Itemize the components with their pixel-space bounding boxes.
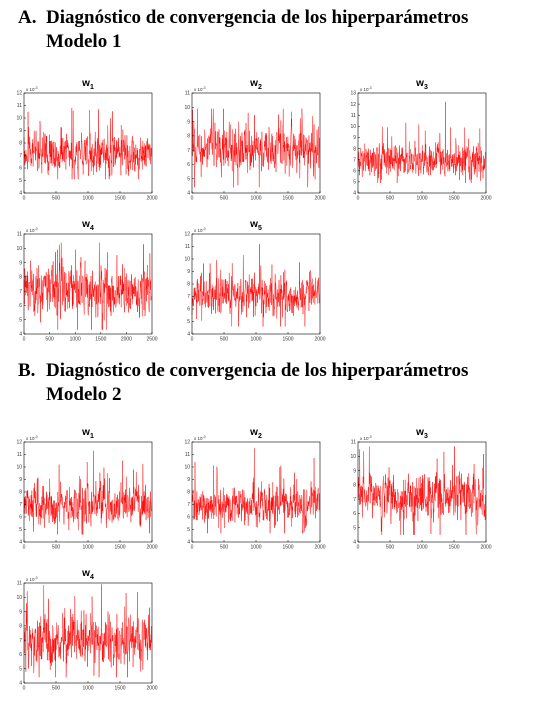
y-tick-label-b-w1: 7: [19, 502, 22, 509]
y-tick-label-a-w4: 5: [19, 317, 22, 324]
y-tick-label-a-w3: 7: [353, 157, 356, 164]
y-multiplier-b-w1: x $10^{-3}$: [26, 435, 38, 441]
y-tick-label-b-w3: 8: [353, 482, 356, 489]
x-tick-label-b-w3: 1000: [416, 544, 428, 551]
trace-plot-b-w4: [6, 564, 156, 694]
y-tick-label-a-w4: 10: [16, 245, 22, 252]
trace-plot-a-w1: [6, 74, 156, 204]
y-tick-label-a-w1: 4: [19, 190, 22, 197]
trace-line-b-w4: [24, 584, 151, 677]
x-tick-label-b-w4: 1500: [114, 685, 126, 692]
x-tick-label-b-w3: 1500: [448, 544, 460, 551]
trace-line-a-w3: [358, 102, 485, 183]
x-tick-label-b-w4: 2000: [146, 685, 158, 692]
y-tick-label-b-w2: 4: [187, 539, 190, 546]
chart-title-a-w1: $w_1$: [82, 78, 94, 91]
x-tick-label-a-w5: 500: [219, 336, 229, 343]
y-tick-label-a-w1: 8: [19, 140, 22, 147]
y-multiplier-a-w5: x $10^{-3}$: [194, 227, 206, 233]
y-tick-label-a-w2: 6: [187, 162, 190, 169]
trace-line-a-w1: [24, 108, 151, 179]
y-tick-label-a-w5: 10: [184, 256, 190, 263]
chart-title-b-w2: $w_2$: [250, 427, 262, 440]
trace-plot-b-w1: [6, 423, 156, 553]
plot-frame-a-w5: [192, 234, 320, 334]
x-tick-label-a-w1: 1500: [114, 195, 126, 202]
x-tick-label-a-w2: 1500: [282, 195, 294, 202]
y-tick-label-a-w5: 5: [187, 319, 190, 326]
y-tick-label-a-w5: 12: [184, 231, 190, 238]
y-tick-label-b-w4: 8: [19, 623, 22, 630]
y-tick-label-a-w1: 10: [16, 115, 22, 122]
trace-plot-b-w2: [174, 423, 324, 553]
trace-plot-a-w3: [340, 74, 490, 204]
y-tick-label-b-w4: 7: [19, 637, 22, 644]
section-b-heading: [18, 359, 468, 407]
y-tick-label-a-w3: 11: [350, 112, 356, 119]
y-tick-label-b-w3: 6: [353, 511, 356, 518]
y-tick-label-b-w1: 4: [19, 539, 22, 546]
x-tick-label-a-w4: 0: [22, 336, 26, 343]
y-tick-label-a-w4: 9: [19, 260, 22, 267]
section-a-letter: A.: [18, 7, 37, 28]
x-tick-label-a-w3: 1500: [448, 195, 460, 202]
x-tick-label-a-w4: 500: [45, 336, 54, 343]
y-tick-label-a-w4: 4: [19, 331, 22, 338]
y-tick-label-b-w3: 4: [353, 539, 356, 546]
y-tick-label-a-w3: 6: [353, 168, 356, 175]
y-tick-label-b-w1: 5: [19, 527, 22, 534]
trace-plot-a-w2: [174, 74, 324, 204]
x-tick-label-b-w3: 500: [385, 544, 395, 551]
y-tick-label-b-w2: 8: [187, 489, 190, 496]
trace-line-a-w4: [24, 243, 151, 330]
y-tick-label-a-w1: 11: [16, 103, 22, 110]
x-tick-label-b-w1: 2000: [146, 544, 158, 551]
y-tick-label-b-w1: 8: [19, 489, 22, 496]
trace-chart-a-w5: [174, 215, 324, 345]
plot-frame-a-w1: [24, 93, 152, 193]
x-tick-label-b-w4: 1000: [82, 685, 94, 692]
x-tick-label-b-w1: 0: [22, 544, 26, 551]
chart-title-b-w3: $w_3$: [416, 427, 428, 440]
chart-title-a-w4: $w_4$: [82, 219, 94, 232]
y-tick-label-b-w2: 7: [187, 502, 190, 509]
trace-chart-a-w4: [6, 215, 156, 345]
trace-line-b-w1: [24, 451, 151, 535]
y-tick-label-a-w1: 12: [16, 90, 22, 97]
chart-title-b-w4: $w_4$: [82, 568, 94, 581]
plot-frame-a-w3: [358, 93, 486, 193]
trace-plot-b-w3: [340, 423, 490, 553]
section-a-model: Modelo 1: [46, 31, 122, 52]
y-tick-label-a-w5: 7: [187, 294, 190, 301]
trace-chart-b-w3: [340, 423, 490, 553]
y-tick-label-b-w2: 5: [187, 527, 190, 534]
y-tick-label-a-w2: 7: [187, 147, 190, 154]
y-tick-label-b-w4: 5: [19, 666, 22, 673]
y-tick-label-b-w4: 9: [19, 609, 22, 616]
trace-plot-a-w5: [174, 215, 324, 345]
y-tick-label-a-w3: 8: [353, 146, 356, 153]
trace-chart-b-w4: [6, 564, 156, 694]
trace-chart-a-w2: [174, 74, 324, 204]
x-tick-label-b-w2: 0: [190, 544, 194, 551]
chart-title-b-w1: $w_1$: [82, 427, 94, 440]
x-tick-label-a-w3: 500: [385, 195, 395, 202]
chart-title-a-w5: $w_5$: [250, 219, 262, 232]
x-tick-label-b-w3: 0: [356, 544, 360, 551]
trace-chart-a-w1: [6, 74, 156, 204]
y-tick-label-a-w2: 9: [187, 119, 190, 126]
y-tick-label-a-w1: 7: [19, 153, 22, 160]
section-b-title: Diagnóstico de convergencia de los hiperparámetros: [46, 360, 469, 381]
section-a-title: Diagnóstico de convergencia de los hiperparámetros: [46, 7, 469, 28]
y-multiplier-b-w4: x $10^{-3}$: [26, 576, 38, 582]
x-tick-label-a-w2: 2000: [314, 195, 326, 202]
y-tick-label-b-w2: 10: [184, 464, 190, 471]
section-b-letter: B.: [18, 360, 36, 381]
y-tick-label-b-w2: 6: [187, 514, 190, 521]
trace-line-a-w5: [192, 244, 319, 327]
x-tick-label-a-w3: 0: [356, 195, 360, 202]
y-tick-label-a-w3: 13: [350, 90, 356, 97]
y-tick-label-a-w5: 11: [184, 244, 190, 251]
y-tick-label-a-w3: 10: [350, 124, 356, 131]
y-tick-label-b-w2: 11: [184, 452, 190, 459]
y-tick-label-a-w3: 5: [353, 179, 356, 186]
y-tick-label-a-w4: 11: [16, 231, 22, 238]
x-tick-label-a-w5: 1000: [250, 336, 262, 343]
x-tick-label-a-w3: 1000: [416, 195, 428, 202]
y-tick-label-b-w1: 6: [19, 514, 22, 521]
y-multiplier-a-w2: x $10^{-3}$: [194, 86, 206, 92]
trace-plot-a-w4: [6, 215, 156, 345]
x-tick-label-a-w5: 0: [190, 336, 194, 343]
y-tick-label-a-w2: 8: [187, 133, 190, 140]
y-tick-label-b-w3: 10: [350, 453, 356, 460]
y-tick-label-a-w4: 8: [19, 274, 22, 281]
y-multiplier-b-w3: x $10^{-3}$: [360, 435, 372, 441]
y-tick-label-b-w1: 12: [16, 439, 22, 446]
x-tick-label-a-w1: 2000: [146, 195, 158, 202]
y-tick-label-b-w4: 11: [16, 580, 22, 587]
x-tick-label-a-w1: 500: [51, 195, 61, 202]
x-tick-label-b-w2: 500: [219, 544, 229, 551]
x-tick-label-a-w4: 1000: [69, 336, 81, 343]
x-tick-label-a-w5: 1500: [282, 336, 294, 343]
y-tick-label-b-w2: 9: [187, 477, 190, 484]
y-tick-label-a-w5: 6: [187, 306, 190, 313]
y-tick-label-a-w1: 6: [19, 165, 22, 172]
x-tick-label-a-w2: 1000: [250, 195, 262, 202]
x-tick-label-a-w2: 0: [190, 195, 194, 202]
y-tick-label-a-w2: 11: [184, 90, 190, 97]
y-tick-label-b-w4: 10: [16, 594, 22, 601]
y-tick-label-a-w5: 9: [187, 269, 190, 276]
y-tick-label-a-w3: 4: [353, 190, 356, 197]
chart-title-a-w2: $w_2$: [250, 78, 262, 91]
y-multiplier-a-w4: x $10^{-3}$: [26, 227, 38, 233]
x-tick-label-a-w2: 500: [219, 195, 229, 202]
x-tick-label-a-w1: 1000: [82, 195, 94, 202]
y-tick-label-b-w1: 10: [16, 464, 22, 471]
y-tick-label-a-w1: 5: [19, 178, 22, 185]
y-tick-label-a-w2: 4: [187, 190, 190, 197]
y-tick-label-a-w1: 9: [19, 128, 22, 135]
x-tick-label-b-w2: 1500: [282, 544, 294, 551]
x-tick-label-b-w3: 2000: [480, 544, 492, 551]
x-tick-label-b-w1: 1500: [114, 544, 126, 551]
y-tick-label-b-w4: 4: [19, 680, 22, 687]
x-tick-label-a-w4: 2500: [146, 336, 158, 343]
x-tick-label-b-w1: 1000: [82, 544, 94, 551]
y-multiplier-a-w1: x $10^{-3}$: [26, 86, 38, 92]
trace-chart-b-w1: [6, 423, 156, 553]
trace-chart-a-w3: [340, 74, 490, 204]
trace-line-b-w3: [358, 446, 485, 535]
y-tick-label-a-w3: 9: [353, 135, 356, 142]
x-tick-label-b-w4: 500: [51, 685, 61, 692]
x-tick-label-b-w1: 500: [51, 544, 61, 551]
y-tick-label-a-w4: 6: [19, 303, 22, 310]
trace-line-b-w2: [192, 448, 319, 533]
x-tick-label-b-w2: 1000: [250, 544, 262, 551]
y-tick-label-a-w5: 8: [187, 281, 190, 288]
y-tick-label-b-w4: 6: [19, 652, 22, 659]
y-tick-label-b-w3: 5: [353, 525, 356, 532]
trace-chart-b-w2: [174, 423, 324, 553]
y-tick-label-a-w5: 4: [187, 331, 190, 338]
x-tick-label-a-w1: 0: [22, 195, 26, 202]
y-tick-label-b-w2: 12: [184, 439, 190, 446]
y-tick-label-a-w2: 10: [184, 104, 190, 111]
x-tick-label-a-w5: 2000: [314, 336, 326, 343]
x-tick-label-b-w4: 0: [22, 685, 26, 692]
y-tick-label-a-w4: 7: [19, 288, 22, 295]
x-tick-label-a-w4: 2000: [120, 336, 132, 343]
y-tick-label-b-w3: 9: [353, 468, 356, 475]
x-tick-label-b-w2: 2000: [314, 544, 326, 551]
x-tick-label-a-w3: 2000: [480, 195, 492, 202]
y-multiplier-a-w3: x $10^{-3}$: [360, 86, 372, 92]
y-tick-label-b-w3: 11: [350, 439, 356, 446]
y-tick-label-b-w1: 9: [19, 477, 22, 484]
y-tick-label-b-w1: 11: [16, 452, 22, 459]
y-tick-label-b-w3: 7: [353, 496, 356, 503]
chart-title-a-w3: $w_3$: [416, 78, 428, 91]
y-tick-label-a-w2: 5: [187, 176, 190, 183]
section-a-heading: [18, 6, 468, 54]
y-tick-label-a-w3: 12: [350, 101, 356, 108]
x-tick-label-a-w4: 1500: [95, 336, 107, 343]
section-b-model: Modelo 2: [46, 384, 122, 405]
y-multiplier-b-w2: x $10^{-3}$: [194, 435, 206, 441]
trace-line-a-w2: [192, 109, 319, 188]
